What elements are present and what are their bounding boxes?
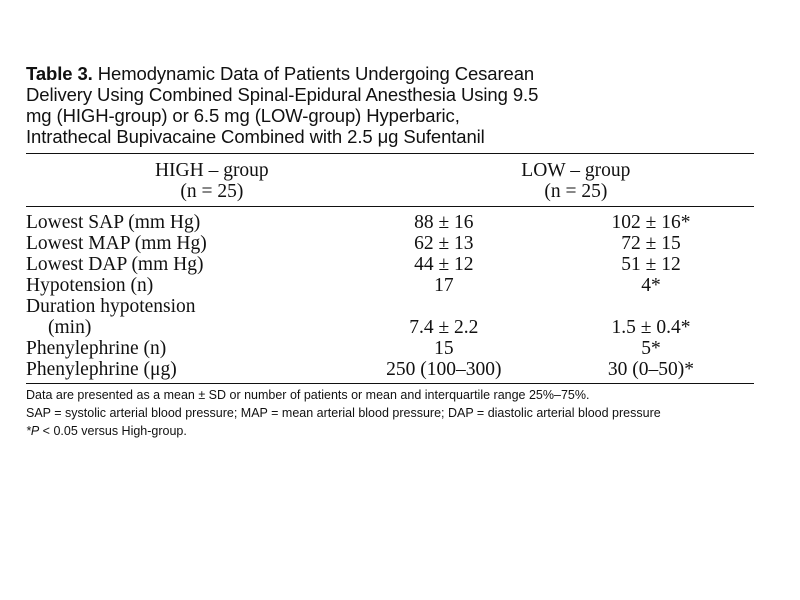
footnote-data: Data are presented as a mean ± SD or number of patients or mean and interquartile range 25%–75%. <box>26 388 590 402</box>
header-row <box>26 154 754 202</box>
row-label: Phenylephrine (μg) <box>26 359 177 380</box>
table-row <box>26 275 754 296</box>
row-high-value: 17 <box>434 275 454 296</box>
row-low-value: 1.5 ± 0.4* <box>611 317 691 338</box>
footnote-p-text: < 0.05 versus High-group. <box>39 424 187 438</box>
table-row <box>26 254 754 275</box>
row-low-value: 72 ± 15 <box>621 233 681 254</box>
header-high-n: (n = 25) <box>180 181 244 202</box>
header-low-title: LOW – group <box>521 160 631 181</box>
row-label: Lowest DAP (mm Hg) <box>26 254 204 275</box>
caption-line-1: Hemodynamic Data of Patients Undergoing Cesarean <box>97 63 535 84</box>
table-caption <box>26 63 754 147</box>
row-label: Phenylephrine (n) <box>26 338 167 359</box>
row-label: Lowest MAP (mm Hg) <box>26 233 207 254</box>
row-low-value: 30 (0–50)* <box>607 359 695 380</box>
row-high-value: 7.4 ± 2.2 <box>409 317 479 338</box>
table-rows <box>26 207 754 380</box>
table-row <box>26 207 754 233</box>
row-low-value: 5* <box>641 338 661 359</box>
header-high-title: HIGH – group <box>154 160 269 181</box>
header-low-n: (n = 25) <box>544 181 608 202</box>
row-low-value: 51 ± 12 <box>621 254 681 275</box>
data-table <box>26 63 754 441</box>
row-high-value: 88 ± 16 <box>414 212 474 233</box>
table-body <box>26 154 754 202</box>
row-label: Lowest SAP (mm Hg) <box>26 212 201 233</box>
bottom-rule <box>26 383 754 384</box>
table-number: Table 3. <box>26 63 93 84</box>
row-high-value: 15 <box>434 338 454 359</box>
row-label: Hypotension (n) <box>26 275 154 296</box>
table-row <box>26 296 754 317</box>
footnote-significance <box>26 423 754 439</box>
header-high-group <box>26 154 398 202</box>
row-high-value: 250 (100–300) <box>386 359 502 380</box>
caption-line-2: Delivery Using Combined Spinal-Epidural Anesthesia Using 9.5 <box>26 84 539 105</box>
footnote-p-symbol: *P <box>26 424 40 438</box>
table-row <box>26 233 754 254</box>
row-label: Duration hypotension <box>26 296 196 317</box>
row-high-value: 44 ± 12 <box>414 254 474 275</box>
footnote-abbreviations: SAP = systolic arterial blood pressure; MAP = mean arterial blood pressure; DAP = diastolic arterial blood pressure <box>26 406 661 420</box>
table-row <box>26 359 754 380</box>
row-low-value: 102 ± 16* <box>611 212 691 233</box>
header-low-group <box>398 154 754 202</box>
caption-line-4: Intrathecal Bupivacaine Combined with 2.5 μg Sufentanil <box>26 126 485 147</box>
table-footnotes <box>26 387 754 439</box>
table-row <box>26 338 754 359</box>
caption-line-3: mg (HIGH-group) or 6.5 mg (LOW-group) Hyperbaric, <box>26 105 460 126</box>
row-low-value: 4* <box>641 275 661 296</box>
row-high-value: 62 ± 13 <box>414 233 474 254</box>
row-label-continued: (min) <box>48 317 92 338</box>
table-row <box>26 317 754 338</box>
